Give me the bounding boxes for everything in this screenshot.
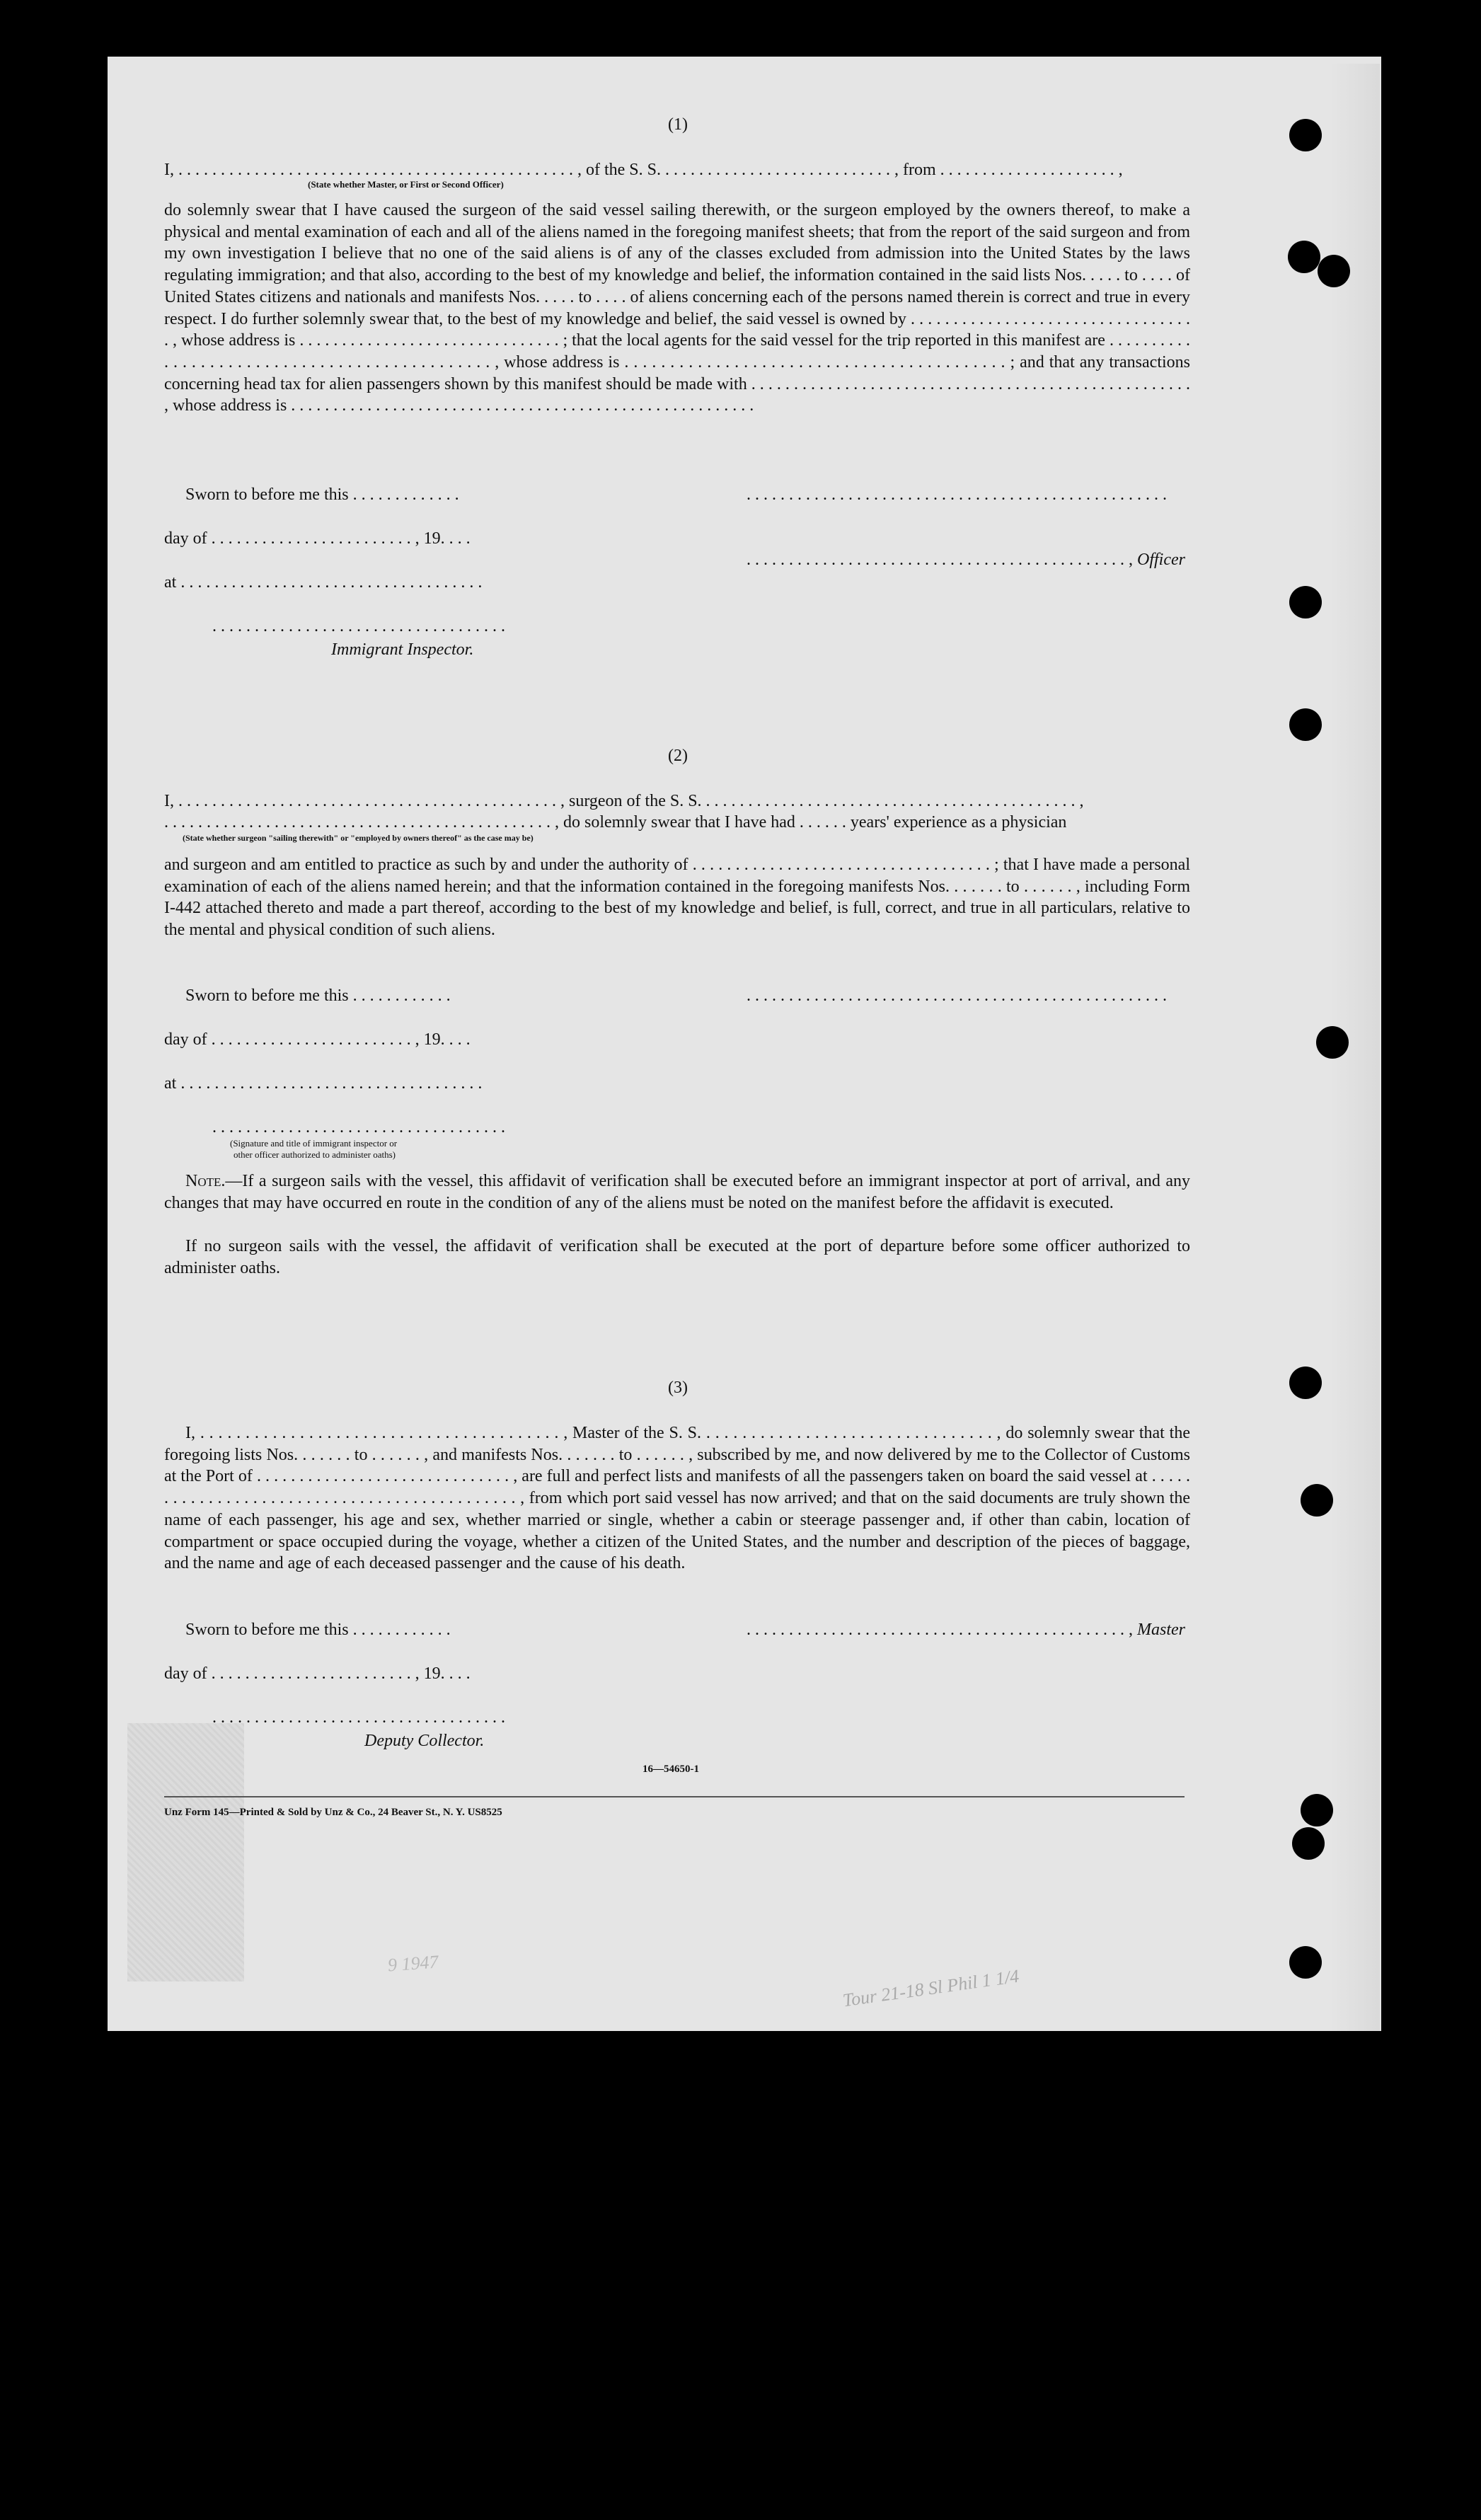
punch-hole bbox=[1289, 1367, 1322, 1399]
s1-at-line: at . . . . . . . . . . . . . . . . . . . . . . . . . . . . . . . . . . . . bbox=[164, 573, 483, 592]
s1-officer-line bbox=[747, 549, 1185, 570]
s2-sworn-line: Sworn to before me this . . . . . . . . . . . . bbox=[185, 986, 451, 1005]
s1-inspector-label: Immigrant Inspector. bbox=[331, 640, 474, 659]
s1-signature-line: . . . . . . . . . . . . . . . . . . . . . . . . . . . . . . . . . . . . . . . . . . . . . . . . . . bbox=[747, 485, 1167, 504]
s1-day-line: day of . . . . . . . . . . . . . . . . . . . . . . . . , 19. . . . bbox=[164, 529, 471, 548]
s3-master-label: Master bbox=[1137, 1621, 1185, 1639]
s2-day-line: day of . . . . . . . . . . . . . . . . . . . . . . . . , 19. . . . bbox=[164, 1030, 471, 1049]
s2-surgeon-line: I, . . . . . . . . . . . . . . . . . . . . . . . . . . . . . . . . . . . . . . . . . . . . . , surgeon of the S. S. . . . . . . . . . . . . . . . . . . . . . . . . . . . . . . . . . . . . . . . . . . . . , bbox=[164, 792, 1084, 810]
s1-oath-line: I, . . . . . . . . . . . . . . . . . . . . . . . . . . . . . . . . . . . . . . . . . . . . . . . , of the S. S. . . . . . . . . . . . . . . . . . . . . . . . . . . . , from . . . . . . . . . . . . . . . . . . . . . , bbox=[164, 161, 1123, 179]
punch-hole bbox=[1292, 1827, 1325, 1860]
s2-note-paragraph-2: If no surgeon sails with the vessel, the affidavit of verification shall be executed at the port of departure before some officer authorized to administer oaths. bbox=[164, 1237, 1190, 1277]
s2-note-label: Note. bbox=[185, 1172, 226, 1190]
section-2-number: (2) bbox=[668, 747, 688, 765]
s1-officer-note: (State whether Master, or First or Second Officer) bbox=[308, 179, 504, 190]
s1-oath-paragraph: do solemnly swear that I have caused the surgeon of the said vessel sailing therewith, or the surgeon employed by the owners thereof, to make a physical and mental examination of each and all of the aliens named in the foregoing manifest sheets; that from the report of the said surgeon and from my own investigation I believe that no one of the said aliens is of any of the classes excluded from admission into the United States by the laws regulating immigration; and that also, according to the best of my knowledge and belief, the information contained in the said lists Nos. . . . . to . . . . of United States citizens and nationals and manifests Nos. . . . . to . . . . of aliens concerning each of the persons named therein is correct and true in every respect. I do further solemnly swear that, to the best of my knowledge and belief, the said vessel is owned by . . . . . . . . . . . . . . . . . . . . . . . . . . . . . . . . . . , whose address is . . . . . . . . . . . . . . . . . . . . . . . . . . . . . . . ; that the local agents for the said vessel for the trip reported in this manifest are . . . . . . . . . . . . . . . . . . . . . . . . . . . . . . . . . . . . . . . . . . . . . . , whose address is . . . . . . . . . . . . . . . . . . . . . . . . . . . . . . . . . . . . . . . . . . ; and that any transactions concerning head tax for alien passengers shown by this manifest should be made with . . . . . . . . . . . . . . . . . . . . . . . . . . . . . . . . . . . . . . . . . . . . . . . . . . . . , whose address is . . . . . . . . . . . . . . . . . . . . . . . . . . . . . . . . . . . . . . . . . . . . . . . . . . . . . . . bbox=[164, 201, 1190, 415]
section-3-number: (3) bbox=[668, 1379, 688, 1397]
s2-oath-paragraph: and surgeon and am entitled to practice as such by and under the authority of . . . . . . . . . . . . . . . . . . . . . . . . . . . . . . . . . . . ; that I have made a personal examination of each of the aliens named herein; and that the information contained in the foregoing manifests Nos. . . . . . . to . . . . . . , including Form I-442 attached thereto and made a part thereof, according to the best of my knowledge and belief, is full, correct, and true in all particulars, relative to the mental and physical condition of such aliens. bbox=[164, 856, 1190, 940]
punch-hole bbox=[1316, 1026, 1349, 1059]
s2-surgeon-note: (State whether surgeon "sailing therewith" or "employed by owners thereof" as the case may be) bbox=[183, 833, 534, 843]
s2-signature-note-1: (Signature and title of immigrant inspector or bbox=[230, 1138, 398, 1149]
section-1-number: (1) bbox=[668, 115, 688, 134]
s2-signature-note-2: other officer authorized to administer oaths) bbox=[234, 1149, 396, 1160]
punch-hole bbox=[1289, 1946, 1322, 1979]
handwritten-stamp: 9 1947 bbox=[387, 1951, 439, 1976]
footer-rule bbox=[164, 1796, 1185, 1797]
s2-signature-dots: . . . . . . . . . . . . . . . . . . . . . . . . . . . . . . . . . . . bbox=[212, 1118, 505, 1137]
form-number: 16—54650-1 bbox=[642, 1764, 699, 1775]
punch-hole bbox=[1288, 241, 1320, 273]
punch-hole bbox=[1301, 1794, 1333, 1826]
s3-oath-paragraph: I, . . . . . . . . . . . . . . . . . . . . . . . . . . . . . . . . . . . . . . . . , Master of the S. S. . . . . . . . . . . . . . . . . . . . . . . . . . . . . . . . . , do solemnly swear that the foregoing lists Nos. . . . . . . to . . . . . . , and manifests Nos. . . . . . . to . . . . . . , subscribed by me, and now delivered by me to the Collector of Customs at the Port of . . . . . . . . . . . . . . . . . . . . . . . . . . . . . . , are full and perfect lists and manifests of all the passengers taken on board the said vessel at . . . . . . . . . . . . . . . . . . . . . . . . . . . . . . . . . . . . . . . . . . . . . , from which port said vessel has now arrived; and that on the said documents are truly shown the name of each passenger, his age and sex, whether married or single, whether a cabin or steerage passenger and, if other than cabin, location of compartment or space occupied during the voyage, whether a citizen of the United States, and the number and description of the pieces of baggage, and the name and age of each deceased passenger and the cause of his death. bbox=[164, 1424, 1190, 1573]
punch-hole bbox=[1301, 1484, 1333, 1517]
s3-deputy-dots: . . . . . . . . . . . . . . . . . . . . . . . . . . . . . . . . . . . bbox=[212, 1708, 505, 1727]
s1-officer-label: Officer bbox=[1137, 551, 1185, 569]
punch-hole bbox=[1289, 119, 1322, 151]
s3-sworn-line: Sworn to before me this . . . . . . . . . . . . bbox=[185, 1621, 451, 1639]
s2-at-line: at . . . . . . . . . . . . . . . . . . . . . . . . . . . . . . . . . . . . bbox=[164, 1074, 483, 1093]
s2-note-paragraph bbox=[164, 1170, 1190, 1214]
s2-experience-line: . . . . . . . . . . . . . . . . . . . . . . . . . . . . . . . . . . . . . . . . . . . . . . , do solemnly swear that I have had . . . . . . years' experience as a physician bbox=[164, 813, 1067, 832]
handwritten-annotation: Tour 21-18 Sl Phil 1 1/4 bbox=[841, 1965, 1020, 2011]
s3-master-line bbox=[747, 1619, 1185, 1640]
s3-master-dots: . . . . . . . . . . . . . . . . . . . . . . . . . . . . . . . . . . . . . . . . . . . . . , bbox=[747, 1621, 1133, 1639]
s2-note-text: —If a surgeon sails with the vessel, this affidavit of verification shall be executed before an immigrant inspector at port of arrival, and any changes that may have occurred en route in the condition of any of the aliens must be noted on the manifest before the affidavit is executed. bbox=[164, 1172, 1190, 1212]
punch-hole bbox=[1318, 255, 1350, 287]
punch-hole bbox=[1289, 586, 1322, 619]
s1-inspector-dots: . . . . . . . . . . . . . . . . . . . . . . . . . . . . . . . . . . . bbox=[212, 617, 505, 635]
s2-signature-line: . . . . . . . . . . . . . . . . . . . . . . . . . . . . . . . . . . . . . . . . . . . . . . . . . . bbox=[747, 986, 1167, 1005]
s1-sworn-line: Sworn to before me this . . . . . . . . . . . . . bbox=[185, 485, 459, 504]
s3-day-line: day of . . . . . . . . . . . . . . . . . . . . . . . . , 19. . . . bbox=[164, 1664, 471, 1683]
s3-deputy-label: Deputy Collector. bbox=[364, 1732, 485, 1750]
punch-hole bbox=[1289, 708, 1322, 741]
printer-footer: Unz Form 145—Printed & Sold by Unz & Co., 24 Beaver St., N. Y. US8525 bbox=[164, 1807, 502, 1818]
s1-officer-dots: . . . . . . . . . . . . . . . . . . . . . . . . . . . . . . . . . . . . . . . . . . . . . , bbox=[747, 551, 1133, 569]
faded-stamp-area bbox=[127, 1723, 244, 1981]
